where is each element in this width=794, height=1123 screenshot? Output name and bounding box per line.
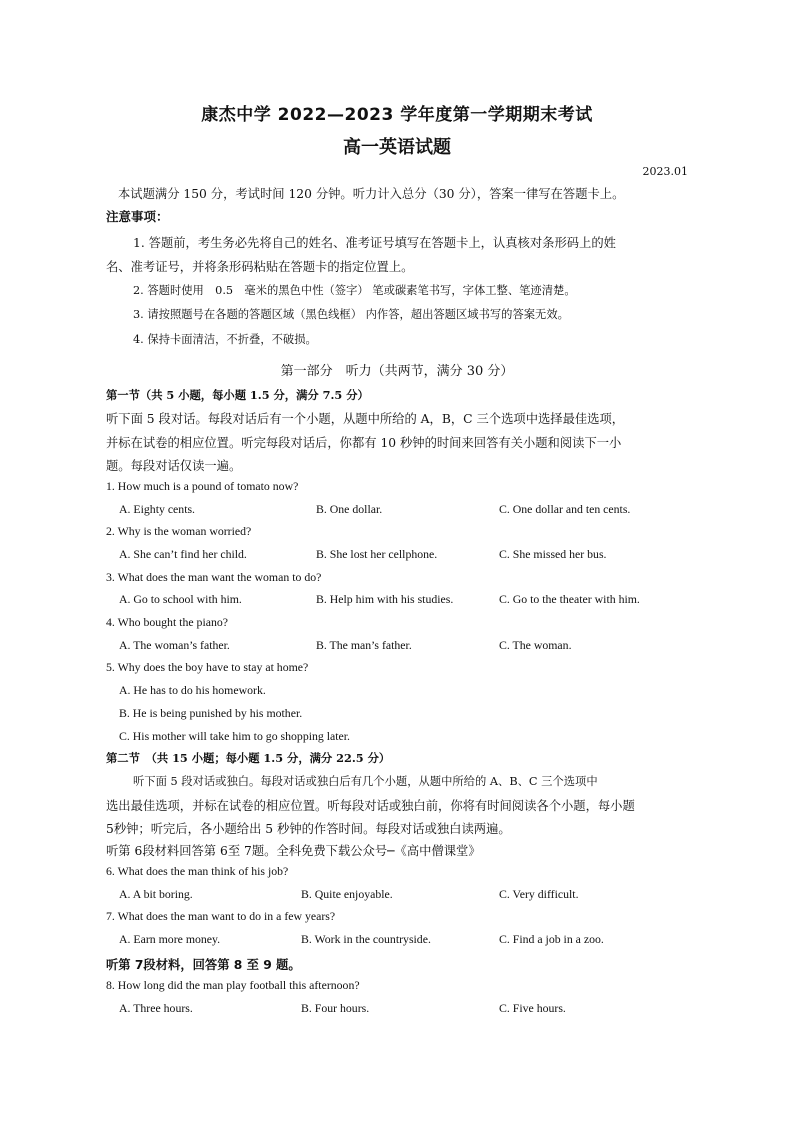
section-two-instruction-2: 选出最佳选项，并标在试卷的相应位置。听每段对话或独白前，你将有时间阅读各个小题，每小题 [106,799,635,813]
question-6: 6. What does the man think of his job? [106,864,289,878]
question-1: 1. How much is a pound of tomato now? [106,479,299,493]
material-7-note: 听第 7段材料，回答第 8 至 9 题。 [106,958,301,972]
section-two-heading: 第二节 （共 15 小题；每小题 1.5 分，满分 22.5 分） [106,751,391,765]
q5-option-b: B. He is being punished by his mother. [119,706,303,720]
q8-option-a: A. Three hours. [119,1001,193,1015]
q8-option-c: C. Five hours. [499,1001,566,1015]
intro-text: 本试题满分 150 分，考试时间 120 分钟。听力计入总分（30 分），答案一律写在答题卡上。 [118,187,625,201]
part-one-heading: 第一部分 听力（共两节，满分 30 分） [280,364,514,379]
material-6-note: 听第 6段材料回答第 6至 7题。全科免费下载公众号─《高中僧课堂》 [106,844,481,858]
section-one-heading: 第一节（共 5 小题，每小题 1.5 分，满分 7.5 分） [106,388,369,402]
q6-option-c: C. Very difficult. [499,887,579,901]
notes-heading: 注意事项： [106,209,169,224]
q2-option-a: A. She can’t find her child. [119,547,247,561]
q7-option-c: C. Find a job in a zoo. [499,932,604,946]
q2-option-c: C. She missed her bus. [499,547,607,561]
note-item-3: 3. 请按照题号在各题的答题区域（黑色线框） 内作答，超出答题区域书写的答案无效。 [133,308,569,321]
question-5: 5. Why does the boy have to stay at home? [106,660,309,674]
q4-option-c: C. The woman. [499,638,572,652]
note-item-4: 4. 保持卡面清洁，不折叠，不破损。 [133,333,317,346]
q6-option-b: B. Quite enjoyable. [301,887,393,901]
q1-option-b: B. One dollar. [316,502,383,516]
q7-option-b: B. Work in the countryside. [301,932,431,946]
section-one-instruction-3: 题。每段对话仅读一遍。 [106,459,242,473]
q3-option-a: A. Go to school with him. [119,592,242,606]
section-two-instruction-3: 5秒钟；听完后，各小题给出 5 秒钟的作答时间。每段对话或独白读两遍。 [106,822,511,836]
q6-option-a: A. A bit boring. [119,887,193,901]
q4-option-b: B. The man’s father. [316,638,412,652]
section-two-instruction-1: 听下面 5 段对话或独白。每段对话或独白后有几个小题，从题中所给的 A、B、C 三个选项中 [133,775,598,788]
exam-subtitle: 高一英语试题 [343,137,451,158]
question-2: 2. Why is the woman worried? [106,524,252,538]
exam-title: 康杰中学 2022—2023 学年度第一学期期末考试 [201,105,593,125]
question-3: 3. What does the man want the woman to do? [106,570,322,584]
q1-option-c: C. One dollar and ten cents. [499,502,631,516]
note-item-1-cont: 名、准考证号，并将条形码粘贴在答题卡的指定位置上。 [106,260,414,274]
q4-option-a: A. The woman’s father. [119,638,230,652]
section-one-instruction-1: 听下面 5 段对话。每段对话后有一个小题，从题中所给的 A，B，C 三个选项中选择最佳选项， [106,412,625,426]
question-7: 7. What does the man want to do in a few years? [106,909,336,923]
note-item-1: 1. 答题前，考生务必先将自己的姓名、准考证号填写在答题卡上，认真核对条形码上的姓 [133,236,616,250]
question-4: 4. Who bought the piano? [106,615,228,629]
q5-option-c: C. His mother will take him to go shopping later. [119,729,351,743]
note-item-2: 2. 答题时使用 0.5 毫米的黑色中性（签字） 笔或碳素笔书写，字体工整、笔迹清楚。 [133,284,576,297]
question-8: 8. How long did the man play football this afternoon? [106,978,360,992]
q3-option-b: B. Help him with his studies. [316,592,454,606]
q3-option-c: C. Go to the theater with him. [499,592,640,606]
q2-option-b: B. She lost her cellphone. [316,547,438,561]
q5-option-a: A. He has to do his homework. [119,683,266,697]
section-one-instruction-2: 并标在试卷的相应位置。听完每段对话后，你都有 10 秒钟的时间来回答有关小题和阅读下一小 [106,436,622,450]
q7-option-a: A. Earn more money. [119,932,221,946]
q1-option-a: A. Eighty cents. [119,502,196,516]
exam-date: 2023.01 [642,165,688,178]
q8-option-b: B. Four hours. [301,1001,370,1015]
